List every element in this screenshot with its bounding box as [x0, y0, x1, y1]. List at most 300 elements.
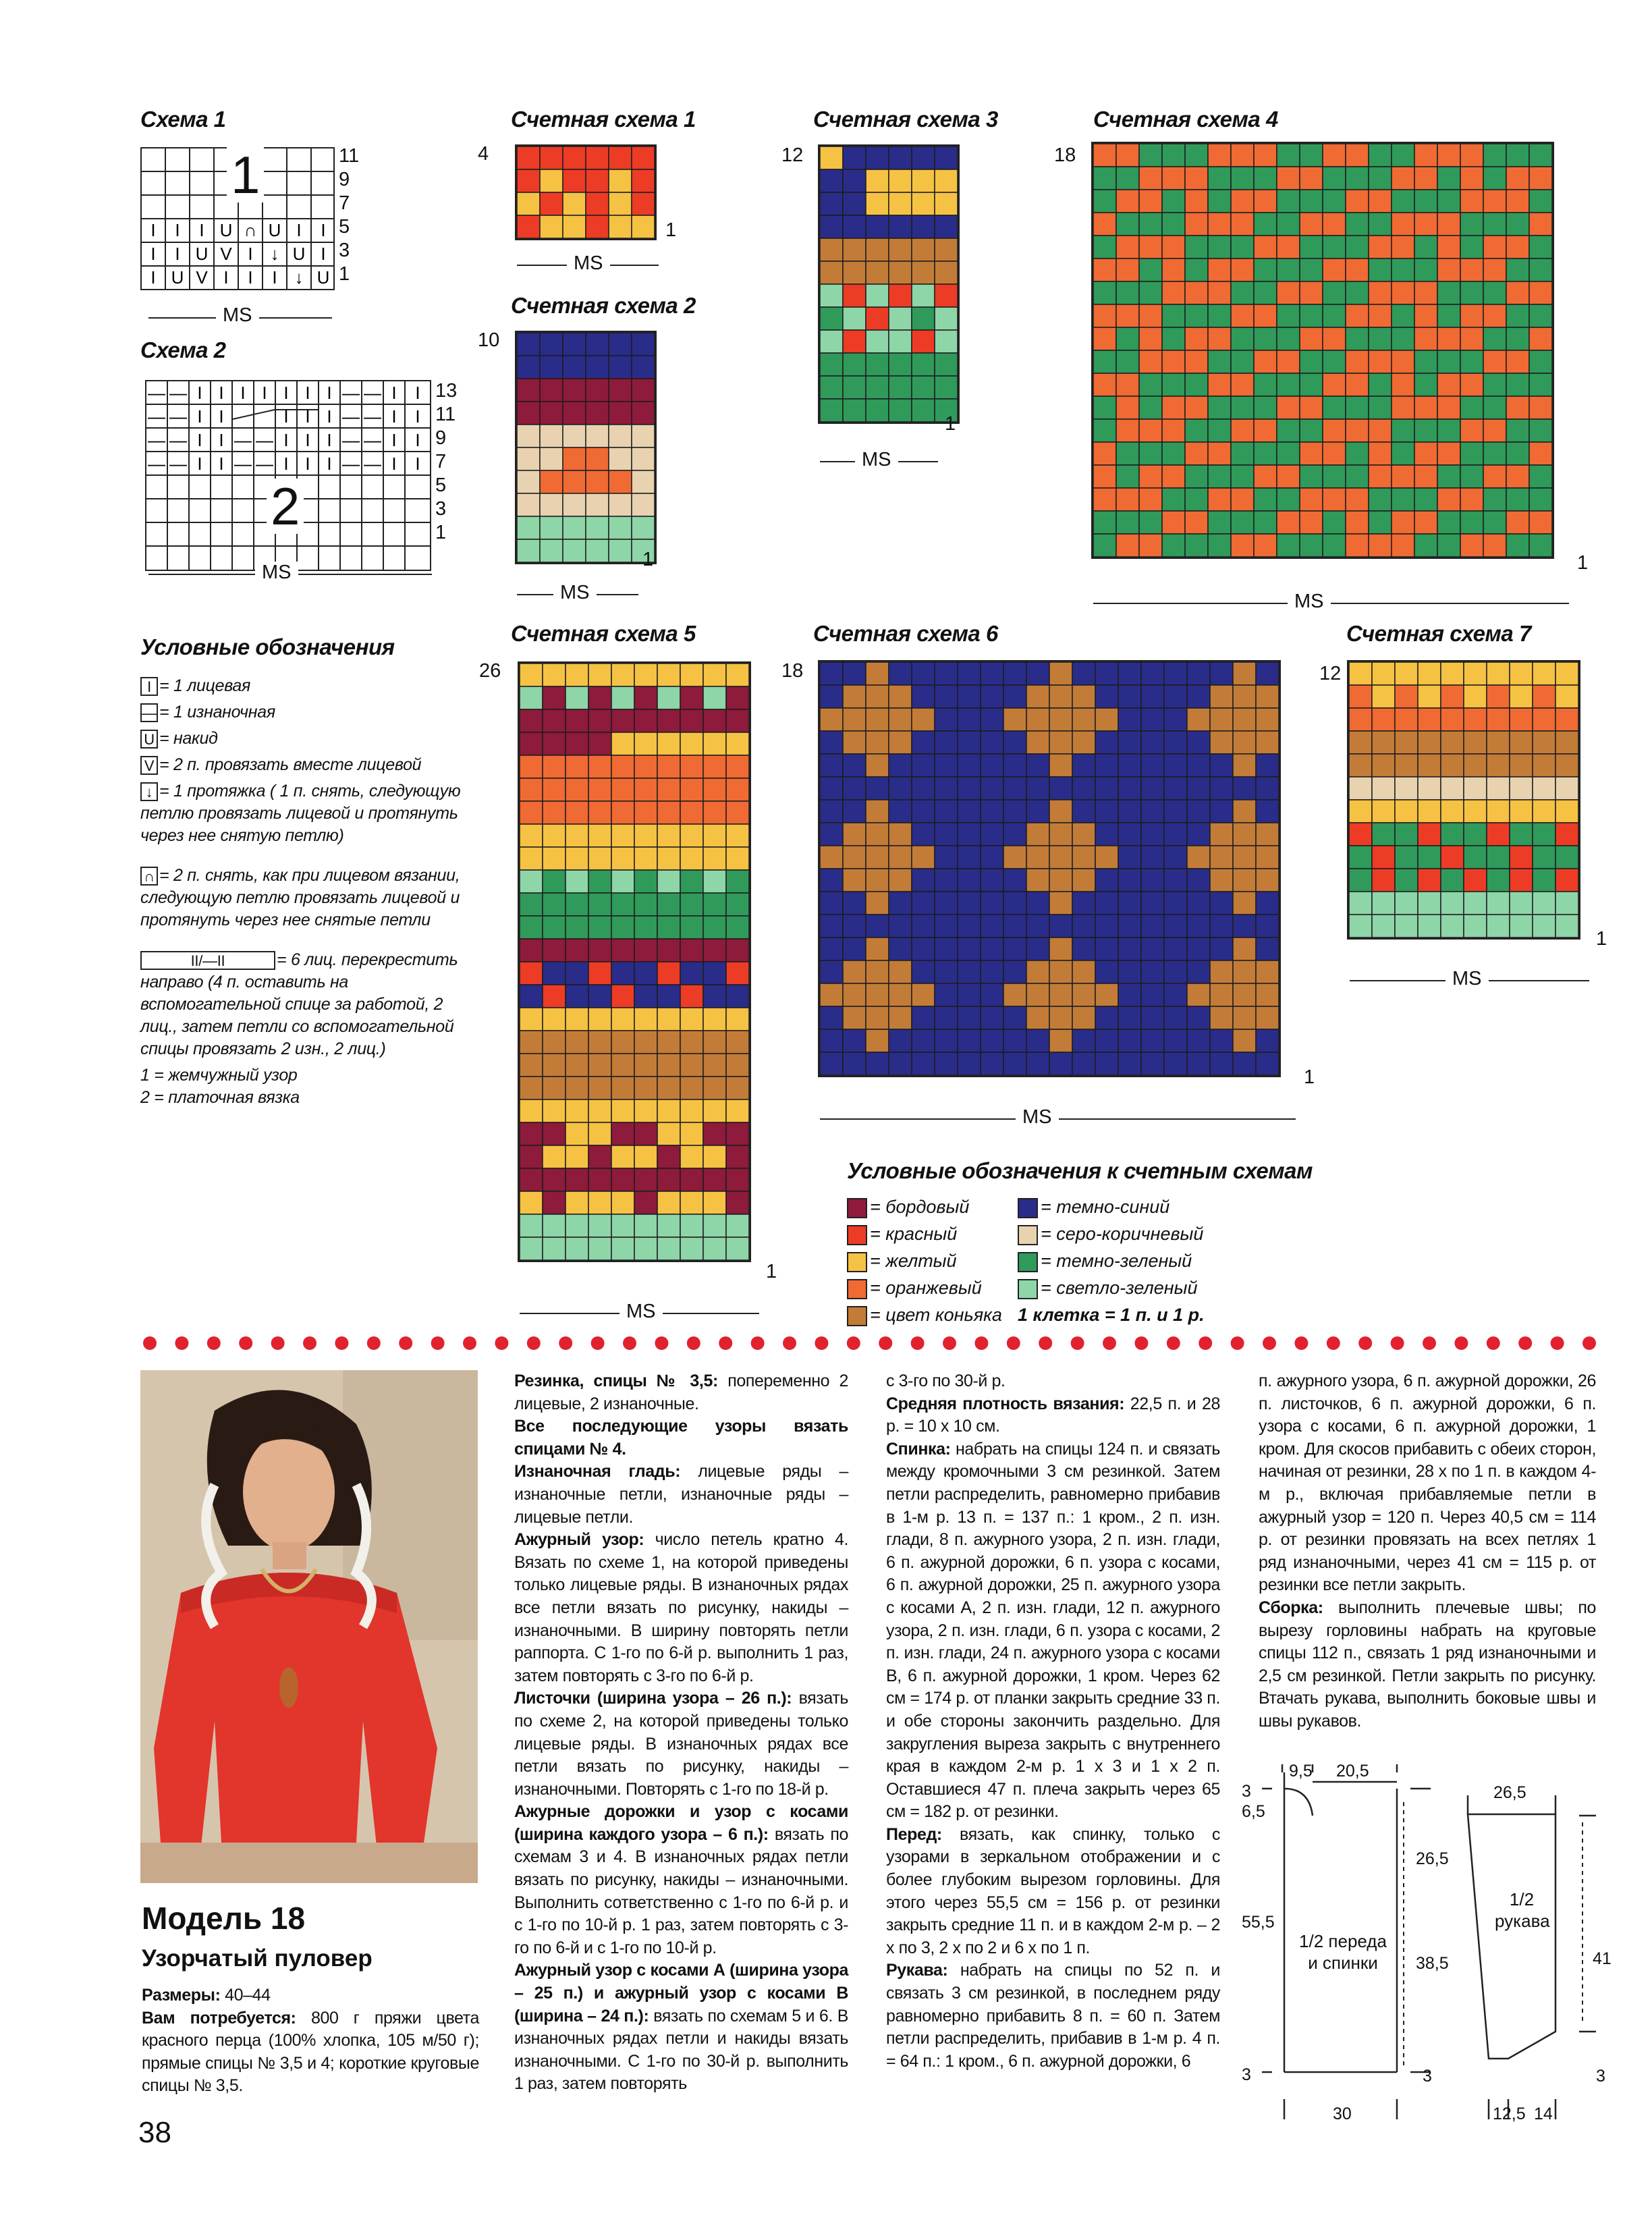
chart-cell [611, 1214, 634, 1237]
chart-cell [843, 846, 866, 869]
chart-cell [1395, 846, 1418, 869]
chart-cell [1118, 960, 1141, 983]
chart-cell [1533, 685, 1555, 708]
chart-cell [540, 333, 563, 356]
chart-cell [935, 938, 958, 960]
chart-cell [1323, 396, 1346, 419]
chart-cell [517, 169, 540, 192]
chart-cell [1231, 511, 1254, 534]
chart-cell [1072, 754, 1095, 777]
chart-cell [981, 1052, 1003, 1075]
chart-cell [935, 376, 958, 399]
paragraph: с 3-го по 30-й р. [886, 1371, 1006, 1390]
legend-list [140, 675, 478, 1109]
chart-cell [1162, 442, 1185, 465]
chart-cell [981, 800, 1003, 823]
chart-cell [1072, 983, 1095, 1006]
color-legend-lightgreen: = светло-зеленый [1018, 1274, 1205, 1301]
chart-cell [912, 307, 935, 330]
chart-cell [703, 1008, 726, 1031]
chart-cell [1506, 281, 1529, 304]
scheme1-row-numbers: 11 9 7 5 3 1 [339, 145, 360, 285]
chart-cell [866, 399, 889, 422]
chart-cell [958, 685, 981, 708]
chart-cell [520, 686, 543, 709]
chart-cell [680, 1054, 703, 1077]
chart-cell [634, 732, 657, 755]
chart-cell [889, 869, 912, 892]
chart-cell [1233, 823, 1256, 846]
chart-cell [1118, 823, 1141, 846]
chart-cell [935, 823, 958, 846]
chart-cell [726, 1008, 749, 1031]
chart-cell [1529, 534, 1552, 557]
svg-text:—: — [148, 430, 165, 450]
chart-cell [1162, 144, 1185, 167]
chart-cell [1395, 777, 1418, 800]
chart-cell [1277, 534, 1300, 557]
chart-cell [1210, 685, 1233, 708]
divider-dot [175, 1336, 188, 1350]
chart-cell [935, 846, 958, 869]
chart-cell [1460, 213, 1483, 236]
chart-cell [1300, 144, 1323, 167]
chart-cell [912, 754, 935, 777]
chart-cell [634, 939, 657, 962]
chart-cell [1116, 236, 1139, 259]
chart-cell [1414, 281, 1437, 304]
counted5-grid [518, 661, 751, 1262]
chart-cell [1095, 846, 1118, 869]
chart-cell [1437, 442, 1460, 465]
svg-text:I: I [240, 383, 246, 403]
chart-cell [981, 1029, 1003, 1052]
chart-cell [609, 215, 632, 238]
chart-cell [912, 960, 935, 983]
chart-cell [657, 778, 680, 801]
chart-cell [866, 938, 889, 960]
chart-cell [820, 892, 843, 915]
chart-cell [981, 731, 1003, 754]
chart-cell [588, 1145, 611, 1168]
chart-cell [843, 823, 866, 846]
chart-cell [1164, 777, 1187, 800]
chart-cell [935, 353, 958, 376]
chart-cell [1141, 869, 1164, 892]
chart-cell [1323, 419, 1346, 442]
counted4-title: Счетная схема 4 [1093, 107, 1278, 132]
counted6-bottom: 1 [1304, 1066, 1315, 1088]
chart-cell [1487, 731, 1510, 754]
chart-cell [588, 1122, 611, 1145]
chart-cell [1185, 167, 1208, 190]
chart-cell [1116, 419, 1139, 442]
chart-cell [820, 983, 843, 1006]
chart-cell [1529, 304, 1552, 327]
chart-cell [1003, 938, 1026, 960]
chart-cell [703, 801, 726, 824]
chart-cell [820, 869, 843, 892]
chart-cells [517, 333, 655, 562]
chart-cell [1093, 144, 1116, 167]
chart-cell [1003, 754, 1026, 777]
chart-cell [657, 1214, 680, 1237]
chart-cell [866, 983, 889, 1006]
chart-cell [634, 709, 657, 732]
chart-cell [657, 801, 680, 824]
chart-cell [1118, 846, 1141, 869]
chart-cell [1460, 465, 1483, 488]
paragraph: Листочки (ширина узора – 26 п.): вязать по схеме 2, на которой приведены только лицевые ряды. В изнаночных рядах все петли вязать по рисунку, накиды – изнаночными. Повторять с 1-го по 18-й р. [514, 1689, 848, 1799]
chart-cell [912, 1052, 935, 1075]
counted2-top: 10 [478, 329, 500, 351]
chart-cell [520, 870, 543, 893]
chart-cell [1187, 1029, 1210, 1052]
chart-cell [609, 379, 632, 402]
paragraph: Сборка: выполнить плечевые швы; по вырезу горловины набрать на круговые спицы 112 п., связать 1 ряд изнаночными и 2,5 см резинкой. Петли закрыть по рисунку. Втачать рукава, выполнить боковые швы и швы рукавов. [1259, 1598, 1596, 1731]
scheme1-title: Схема 1 [140, 107, 226, 132]
chart-cell [726, 985, 749, 1008]
counted7-title: Счетная схема 7 [1346, 621, 1531, 646]
svg-text:I: I [219, 406, 224, 427]
red-swatch [847, 1225, 867, 1245]
chart-cell [1349, 823, 1372, 846]
chart-cell [866, 1029, 889, 1052]
chart-cell [866, 284, 889, 307]
counted4-grid [1091, 142, 1554, 559]
chart-cell [634, 1237, 657, 1260]
chart-cell [935, 731, 958, 754]
chart-cell [1483, 213, 1506, 236]
chart-cell [1095, 823, 1118, 846]
chart-cell [912, 708, 935, 731]
chart-cell [1506, 327, 1529, 350]
chart-cell [1141, 685, 1164, 708]
chart-cell [1441, 708, 1464, 731]
chart-cell [1464, 662, 1487, 685]
chart-cell [1437, 281, 1460, 304]
chart-cell [1118, 754, 1141, 777]
chart-cell [1210, 846, 1233, 869]
chart-cell [1414, 190, 1437, 213]
chart-cell [703, 1168, 726, 1191]
chart-cell [563, 493, 586, 516]
darkgreen-swatch [1018, 1252, 1038, 1272]
chart-cell [1437, 488, 1460, 511]
chart-cell [566, 1145, 588, 1168]
chart-cell [1139, 488, 1162, 511]
paragraph: Резинка, спицы № 3,5: попеременно 2 лицевые, 2 изнаночные. [514, 1371, 848, 1413]
chart-cell [726, 1122, 749, 1145]
chart-cell [1118, 708, 1141, 731]
chart-cell [889, 915, 912, 938]
chart-cell [1049, 938, 1072, 960]
svg-text:I: I [283, 406, 289, 427]
chart-cell [1003, 823, 1026, 846]
chart-cell [843, 708, 866, 731]
svg-text:—: — [364, 454, 381, 474]
chart-cell [1093, 350, 1116, 373]
chart-cell [1300, 373, 1323, 396]
chart-cell [1506, 373, 1529, 396]
chart-cell [726, 1214, 749, 1237]
chart-cell [611, 939, 634, 962]
chart-cell [1118, 938, 1141, 960]
divider-dot [1551, 1336, 1564, 1350]
chart-cell [520, 1122, 543, 1145]
chart-cell [1369, 396, 1392, 419]
chart-cell [1487, 892, 1510, 915]
chart-cell [520, 755, 543, 778]
chart-cell [1118, 731, 1141, 754]
divider-dot [655, 1336, 668, 1350]
chart-cell [703, 1031, 726, 1054]
chart-cell [588, 801, 611, 824]
divider-dot [815, 1336, 828, 1350]
chart-cell [981, 708, 1003, 731]
chart-cell [1460, 534, 1483, 557]
chart-cell [820, 685, 843, 708]
counted3-grid [818, 144, 960, 424]
chart-cell [958, 1052, 981, 1075]
chart-cell [680, 709, 703, 732]
chart-cell [889, 777, 912, 800]
chart-cell [889, 892, 912, 915]
chart-cell [543, 870, 566, 893]
legend-item-yo: U = накид [140, 728, 478, 750]
chart-cell [935, 238, 958, 261]
counted7-ms: MS [1446, 968, 1489, 990]
chart-cell [1139, 396, 1162, 419]
chart-cell [1231, 144, 1254, 167]
chart-cell [1418, 846, 1441, 869]
chart-cell [611, 1168, 634, 1191]
pattern-schematic [1235, 1762, 1613, 2133]
chart-cell [843, 192, 866, 215]
chart-cell [517, 470, 540, 493]
chart-cell [1095, 915, 1118, 938]
chart-cell [520, 1031, 543, 1054]
chart-cell [1392, 327, 1414, 350]
chart-cell [1208, 236, 1231, 259]
chart-cell [543, 686, 566, 709]
chart-cell [588, 1168, 611, 1191]
chart-cell [1533, 662, 1555, 685]
chart-cell [1392, 190, 1414, 213]
chart-cell [1392, 419, 1414, 442]
chart-cell [1233, 708, 1256, 731]
chart-cell [1369, 442, 1392, 465]
chart-cell [1049, 915, 1072, 938]
chart-cell [1349, 754, 1372, 777]
legend-item-k2tog: V = 2 п. провязать вместе лицевой [140, 754, 478, 776]
chart-cell [1231, 396, 1254, 419]
schematic-left-d: 3 [1242, 2065, 1251, 2084]
svg-text:I: I [150, 267, 156, 288]
chart-cell [1300, 511, 1323, 534]
chart-cell [1418, 685, 1441, 708]
chart-cell [657, 1191, 680, 1214]
chart-cell [1349, 708, 1372, 731]
chart-cell [889, 146, 912, 169]
chart-cell [632, 470, 655, 493]
chart-cell [958, 938, 981, 960]
chart-cell [634, 1214, 657, 1237]
counted6-title: Счетная схема 6 [813, 621, 998, 646]
chart-cell [1483, 304, 1506, 327]
chart-cell [1141, 1006, 1164, 1029]
svg-text:I: I [296, 220, 302, 240]
paragraph: Средняя плотность вязания: 22,5 п. и 28 р. = 10 х 10 см. [886, 1394, 1220, 1436]
divider-dot [1327, 1336, 1340, 1350]
chart-cell [1346, 442, 1369, 465]
chart-cell [866, 915, 889, 938]
chart-cell [1277, 281, 1300, 304]
chart-cell [935, 983, 958, 1006]
counted1-grid [515, 144, 657, 240]
chart-cell [1233, 938, 1256, 960]
chart-cell [1460, 167, 1483, 190]
chart-cell [820, 146, 843, 169]
chart-cell [543, 1168, 566, 1191]
chart-cell [1483, 259, 1506, 281]
chart-cell [1231, 327, 1254, 350]
chart-cell [540, 516, 563, 539]
chart-cell [566, 686, 588, 709]
chart-cell [680, 824, 703, 847]
chart-cell [611, 709, 634, 732]
chart-cell [1233, 960, 1256, 983]
chart-cell [632, 169, 655, 192]
chart-cell [586, 425, 609, 447]
chart-cell [1392, 304, 1414, 327]
chart-cell [1164, 1029, 1187, 1052]
chart-cell [703, 1191, 726, 1214]
svg-text:I: I [391, 454, 397, 474]
chart-cell [1072, 938, 1095, 960]
chart-cell [520, 663, 543, 686]
chart-cell [611, 1054, 634, 1077]
chart-cell [958, 1006, 981, 1029]
chart-cell [1118, 662, 1141, 685]
chart-cell [889, 823, 912, 846]
color-legend-orange: = оранжевый [847, 1274, 1002, 1301]
counted2-title: Счетная схема 2 [511, 293, 696, 318]
chart-cell [588, 686, 611, 709]
chart-cell [1510, 708, 1533, 731]
chart-cell [1254, 534, 1277, 557]
svg-text:U: U [171, 267, 184, 288]
chart-cell [1049, 1006, 1072, 1029]
chart-cell [1187, 731, 1210, 754]
chart-cell [680, 985, 703, 1008]
chart-cell [1460, 281, 1483, 304]
chart-cell [1003, 731, 1026, 754]
chart-cell [1414, 534, 1437, 557]
chart-cell [1118, 983, 1141, 1006]
chart-cell [611, 847, 634, 870]
chart-cell [634, 1191, 657, 1214]
chart-cell [1003, 777, 1026, 800]
chart-cell [1437, 213, 1460, 236]
chart-cell [1164, 983, 1187, 1006]
chart-cell [543, 939, 566, 962]
chart-cell [1510, 823, 1533, 846]
counted2-bottom: 1 [642, 549, 654, 570]
chart-cell [1395, 754, 1418, 777]
chart-cell [843, 169, 866, 192]
chart-cell [1049, 800, 1072, 823]
chart-cell [632, 402, 655, 425]
chart-cell [657, 1031, 680, 1054]
chart-cell [1141, 731, 1164, 754]
schematic-bottom: 30 [1333, 2104, 1352, 2123]
svg-text:↓: ↓ [270, 244, 279, 264]
chart-cell [1139, 167, 1162, 190]
chart-cell [543, 893, 566, 916]
chart-cell [1231, 281, 1254, 304]
chart-cell [889, 960, 912, 983]
chart-cell [820, 215, 843, 238]
chart-cell [1162, 213, 1185, 236]
chart-cell [1414, 167, 1437, 190]
chart-cell [1162, 304, 1185, 327]
chart-cell [1300, 259, 1323, 281]
chart-cell [889, 1029, 912, 1052]
chart-cell [981, 1006, 1003, 1029]
chart-cell [1208, 304, 1231, 327]
chart-cell [1026, 662, 1049, 685]
chart-cell [1233, 777, 1256, 800]
chart-cell [981, 685, 1003, 708]
chart-cell [1208, 373, 1231, 396]
chart-cell [1256, 846, 1279, 869]
chart-cell [520, 1145, 543, 1168]
schematic-sleeve-bottom-a: 12,5 [1493, 2104, 1526, 2123]
divider-dot [527, 1336, 541, 1350]
chart-cell [1483, 190, 1506, 213]
chart-cell [1346, 534, 1369, 557]
chart-cell [1533, 754, 1555, 777]
chart-cell [1141, 938, 1164, 960]
chart-cell [657, 1237, 680, 1260]
chart-cell [1506, 236, 1529, 259]
chart-cell [563, 516, 586, 539]
chart-cell [820, 823, 843, 846]
chart-cell [1256, 708, 1279, 731]
chart-cell [588, 1077, 611, 1099]
chart-cell [586, 516, 609, 539]
color-legend-title: Условные обозначения к счетным схемам [847, 1158, 1313, 1183]
chart-cell [1506, 511, 1529, 534]
chart-cell [520, 1077, 543, 1099]
chart-cell [889, 284, 912, 307]
chart-cell [609, 333, 632, 356]
chart-cell [889, 399, 912, 422]
chart-cell [1231, 259, 1254, 281]
chart-cell [566, 1077, 588, 1099]
chart-cell [1392, 167, 1414, 190]
chart-cell [1460, 190, 1483, 213]
chart-cell [566, 1031, 588, 1054]
chart-cell [1139, 259, 1162, 281]
chart-cell [1277, 327, 1300, 350]
chart-cell [1510, 892, 1533, 915]
chart-cell [1369, 144, 1392, 167]
chart-cell [1233, 869, 1256, 892]
chart-cell [563, 379, 586, 402]
chart-cell [1095, 662, 1118, 685]
